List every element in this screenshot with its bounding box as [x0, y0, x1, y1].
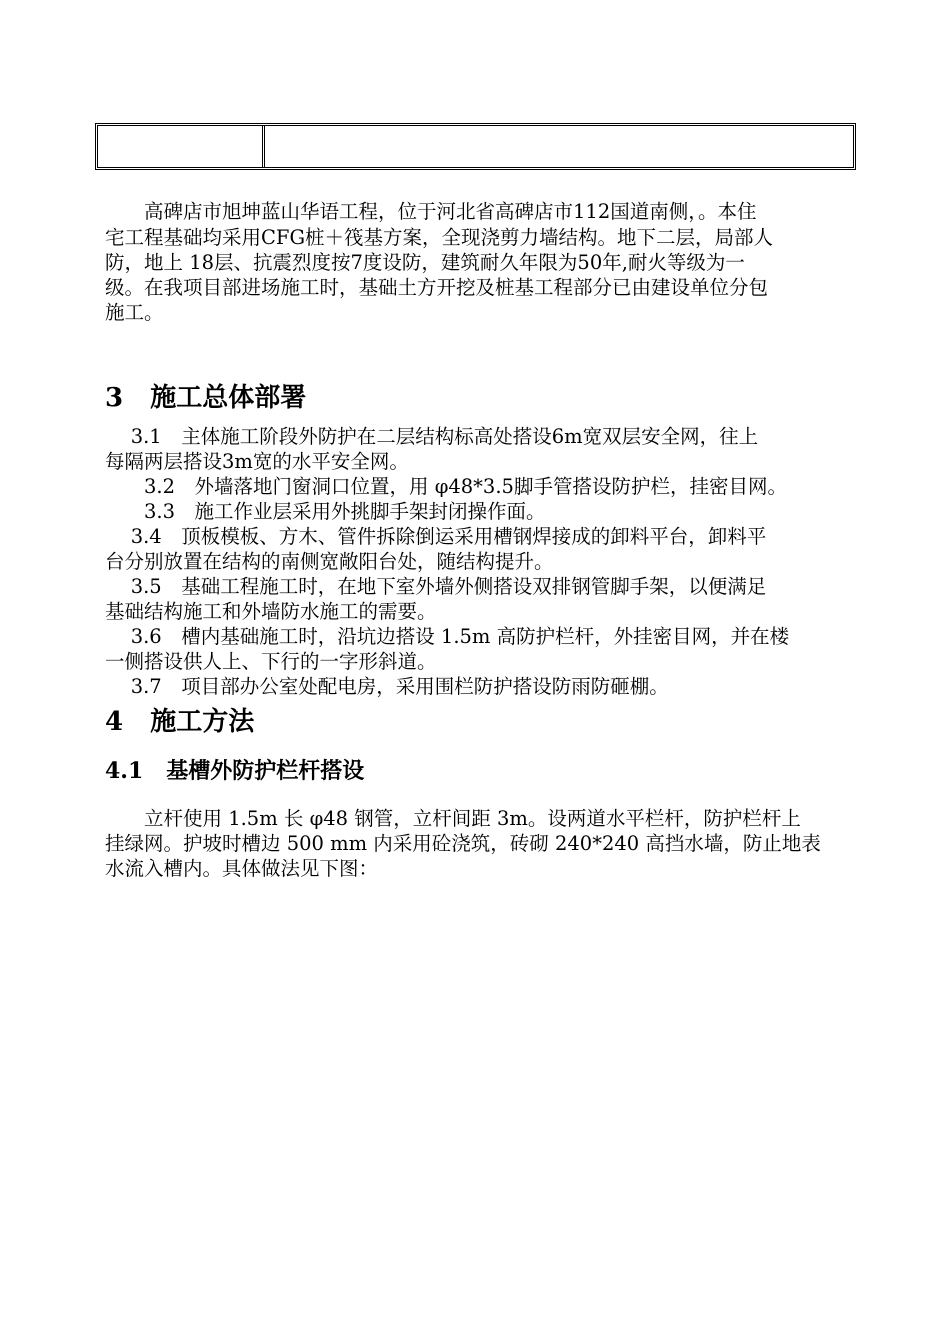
section-4-1-line-3: 水流入槽内。具体做法见下图：: [105, 857, 379, 880]
table-cell-right: [265, 126, 853, 167]
section-4-1-heading: [105, 757, 364, 785]
item-3-1-line-1: 3.1 主体施工阶段外防护在二层结构标高处搭设6m宽双层安全网，往上: [105, 425, 759, 448]
item-3-7-line-1: 3.7 项目部办公室处配电房，采用围栏防护搭设防雨防砸棚。: [105, 675, 669, 698]
item-3-5-line-1: 3.5 基础工程施工时，在地下室外墙外侧搭设双排钢管脚手架，以便满足: [105, 575, 767, 598]
intro-line-2: 宅工程基础均采用CFG桩＋筏基方案，全现浇剪力墙结构。地下二层，局部人: [105, 226, 774, 249]
section-4-1-line-1: 立杆使用 1.5m 长 φ48 钢管，立杆间距 3m。设两道水平栏杆，防护栏杆上: [105, 807, 801, 830]
header-table: [95, 123, 856, 170]
table-cell-left: [98, 126, 265, 167]
section-4-1-title: 基槽外防护栏杆搭设: [166, 758, 365, 784]
item-3-1-line-2: 每隔两层搭设3m宽的水平安全网。: [105, 450, 409, 473]
intro-line-1: 高碑店市旭坤蓝山华语工程，位于河北省高碑店市112国道南侧，。本住: [105, 200, 757, 223]
intro-line-3: 防，地上 18层、抗震烈度按7度设防，建筑耐久年限为50年,耐火等级为一: [105, 251, 745, 274]
section-4-title: 施工方法: [150, 707, 255, 737]
item-3-3-line-1: 3.3 施工作业层采用外挑脚手架封闭操作面。: [105, 500, 546, 523]
section-4-heading: [105, 706, 254, 738]
section-3-heading: [105, 382, 306, 414]
item-3-4-line-1: 3.4 顶板模板、方木、管件拆除倒运采用槽钢焊接成的卸料平台，卸料平: [105, 525, 767, 548]
section-4-number: 4: [105, 707, 124, 737]
item-3-4-line-2: 台分别放置在结构的南侧宽敞阳台处，随结构提升。: [105, 550, 554, 573]
section-3-title: 施工总体部署: [150, 383, 307, 413]
item-3-5-line-2: 基础结构施工和外墙防水施工的需要。: [105, 600, 437, 623]
item-3-6-line-2: 一侧搭设供人上、下行的一字形斜道。: [105, 650, 437, 673]
item-3-6-line-1: 3.6 槽内基础施工时，沿坑边搭设 1.5m 高防护栏杆，外挂密目网，并在楼: [105, 625, 790, 648]
intro-line-4: 级。在我项目部进场施工时，基础土方开挖及桩基工程部分已由建设单位分包: [105, 276, 769, 299]
item-3-2-line-1: 3.2 外墙落地门窗洞口位置，用 φ48*3.5脚手管搭设防护栏，挂密目网。: [105, 475, 787, 498]
section-4-1-line-2: 挂绿网。护坡时槽边 500 mm 内采用砼浇筑，砖砌 240*240 高挡水墙，防止地表: [105, 832, 821, 855]
section-3-number: 3: [105, 383, 124, 413]
intro-line-5: 施工。: [105, 301, 164, 324]
section-4-1-number: 4.1: [105, 758, 144, 784]
